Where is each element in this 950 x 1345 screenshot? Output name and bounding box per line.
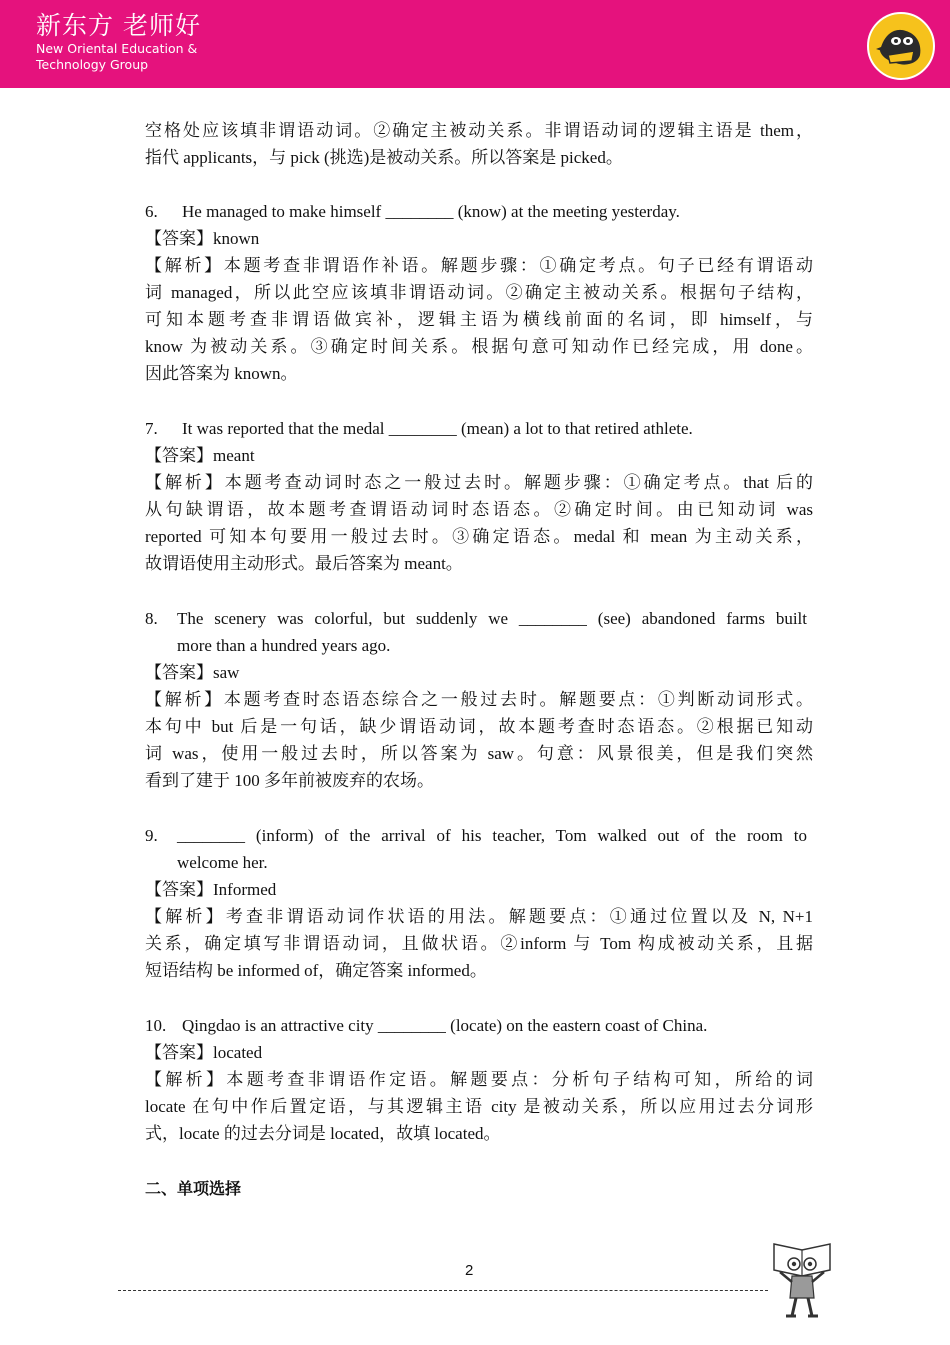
answer-line: 【答案】meant: [145, 446, 255, 465]
analysis-line: 从句缺谓语，故本题考查谓语动词时态语态。②确定时间。由已知动词 was: [145, 500, 813, 519]
analysis-line: 关系，确定填写非谓语动词，且做状语。②inform 与 Tom 构成被动关系，且据: [145, 934, 813, 953]
analysis-line: 【解析】本题考查时态语态综合之一般过去时。解题要点：①判断动词形式。: [145, 690, 813, 709]
question-text-continued: welcome her.: [177, 853, 268, 872]
section-title: 二、单项选择: [145, 1179, 242, 1198]
question-number: 7.: [145, 419, 158, 438]
analysis-line: 词 managed，所以此空应该填非谓语动词。②确定主被动关系。根据句子结构，: [145, 283, 813, 302]
question-text: Qingdao is an attractive city ________ (locate) on the eastern coast of China.: [182, 1016, 708, 1035]
analysis-line: 【解析】本题考查非谓语作补语。解题步骤：①确定考点。句子已经有谓语动: [145, 256, 813, 275]
answer-line: 【答案】saw: [145, 663, 240, 682]
analysis-line: 短语结构 be informed of，确定答案 informed。: [145, 961, 487, 980]
question-text: It was reported that the medal ________ (mean) a lot to that retired athlete.: [182, 419, 693, 438]
question-text: ________ (inform) of the arrival of his teacher, Tom walked out of the room to: [177, 826, 807, 845]
analysis-line: 因此答案为 known。: [145, 364, 298, 383]
brand-subtitle-line-1: New Oriental Education &: [36, 41, 198, 56]
analysis-line: 【解析】本题考查非谓语作定语。解题要点：分析句子结构可知，所给的词: [145, 1070, 813, 1089]
question-text: The scenery was colorful, but suddenly we ________ (see) abandoned farms built: [177, 609, 807, 628]
question-number: 6.: [145, 202, 158, 221]
analysis-line: 【解析】本题考查动词时态之一般过去时。解题步骤：①确定考点。that 后的: [145, 473, 813, 492]
brand-title: 新东方 老师好: [36, 11, 201, 40]
mascot-reading-icon: [768, 1236, 836, 1320]
analysis-line: reported 可知本句要用一般过去时。③确定语态。medal 和 mean 为主动关系，: [145, 527, 813, 546]
brand-subtitle: [36, 41, 236, 73]
analysis-line: 本句中 but 后是一句话，缺少谓语动词，故本题考查时态语态。②根据已知动: [145, 717, 813, 736]
analysis-line: 看到了建于 100 多年前被废弃的农场。: [145, 771, 434, 790]
answer-line: 【答案】Informed: [145, 880, 277, 899]
analysis-line: locate 在句中作后置定语，与其逻辑主语 city 是被动关系，所以应用过去分词形: [145, 1097, 813, 1116]
paragraph-line: 指代 applicants，与 pick (挑选)是被动关系。所以答案是 picked。: [145, 148, 623, 167]
answer-line: 【答案】located: [145, 1043, 263, 1062]
analysis-line: 可知本题考查非谓语做宾补，逻辑主语为横线前面的名词，即 himself，与: [145, 310, 813, 329]
question-text-continued: more than a hundred years ago.: [177, 636, 391, 655]
page-number: 2: [465, 1262, 474, 1279]
analysis-line: 故谓语使用主动形式。最后答案为 meant。: [145, 554, 463, 573]
analysis-line: know 为被动关系。③确定时间关系。根据句意可知动作已经完成，用 done。: [145, 337, 813, 356]
question-number: 10.: [145, 1016, 167, 1035]
question-number: 8.: [145, 609, 158, 628]
answer-line: 【答案】known: [145, 229, 260, 248]
page-header: [0, 0, 950, 88]
analysis-line: 式，locate 的过去分词是 located，故填 located。: [145, 1124, 501, 1143]
question-text: He managed to make himself ________ (know) at the meeting yesterday.: [182, 202, 680, 221]
question-number: 9.: [145, 826, 158, 845]
paragraph-line: 空格处应该填非谓语动词。②确定主被动关系。非谓语动词的逻辑主语是 them，: [145, 121, 813, 140]
analysis-line: 【解析】考查非谓语动词作状语的用法。解题要点：①通过位置以及 N, N+1: [145, 907, 813, 926]
brand-subtitle-line-2: Technology Group: [36, 57, 149, 72]
brand-logo-icon: [866, 11, 936, 81]
analysis-line: 词 was，使用一般过去时，所以答案为 saw。句意：风景很美，但是我们突然: [145, 744, 813, 763]
footer-divider: [118, 1290, 768, 1291]
